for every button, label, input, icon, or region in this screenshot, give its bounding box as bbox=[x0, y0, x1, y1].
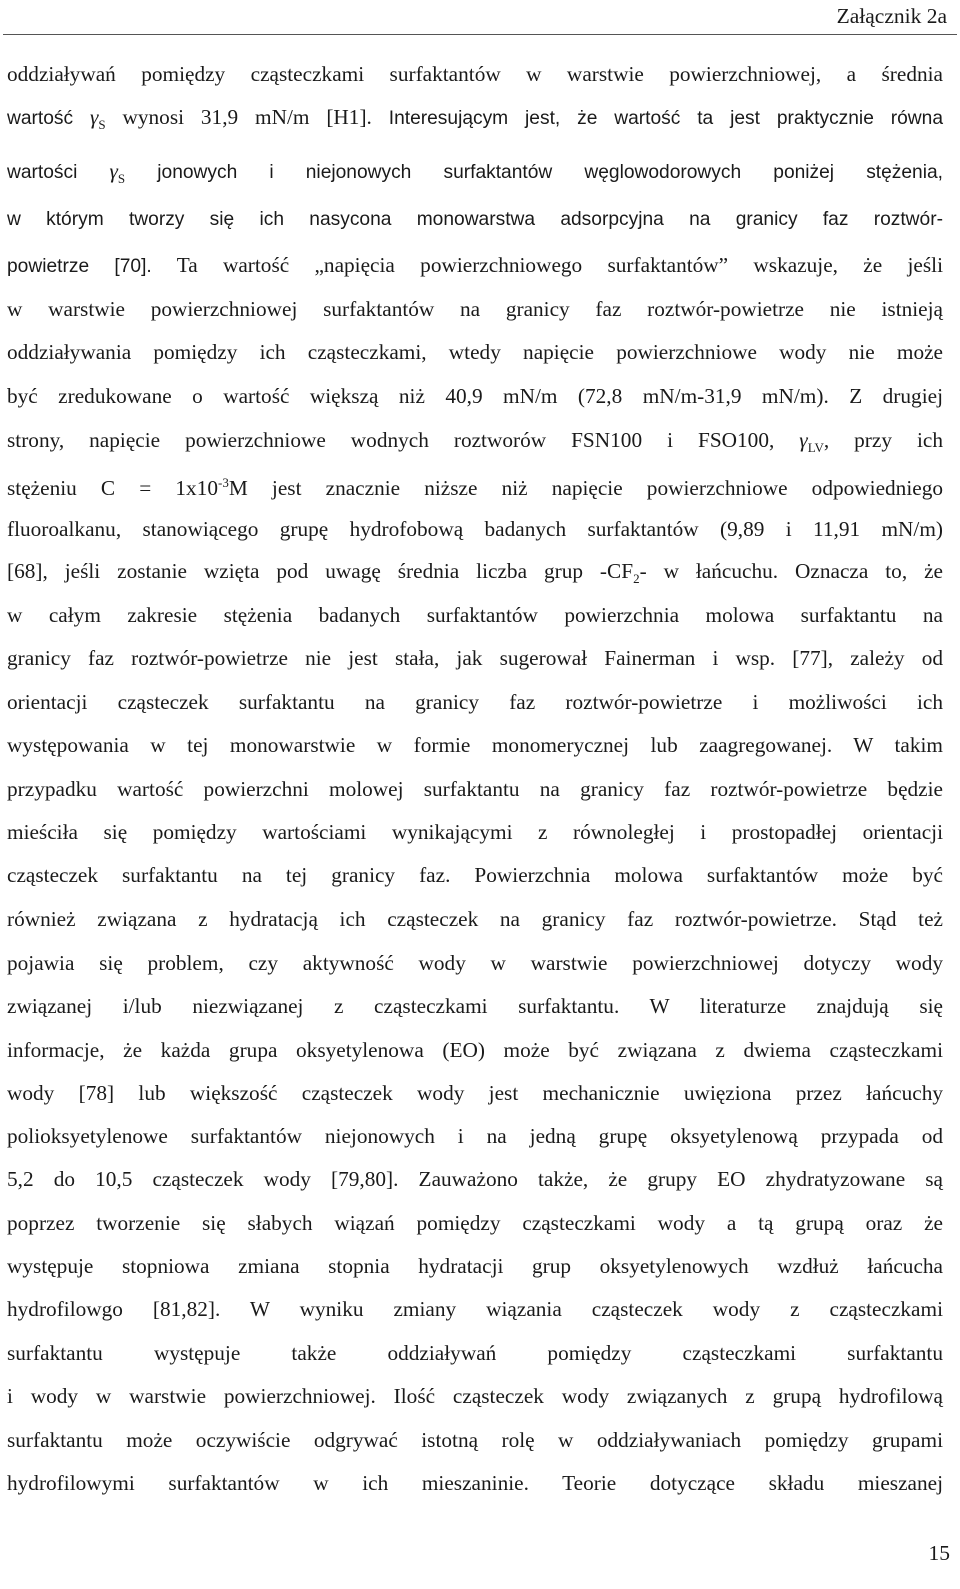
gamma-symbol: γ bbox=[109, 159, 118, 183]
text-line bbox=[7, 102, 943, 132]
text-line bbox=[7, 473, 943, 503]
subscript: S bbox=[98, 117, 106, 132]
text-span: powietrze [70]. bbox=[7, 256, 152, 277]
text-line: cząsteczek surfaktantu na tej granicy faz. Powierzchnia molowa surfaktantów może być bbox=[7, 863, 943, 887]
text-span: M jest znacznie niższe niż napięcie powierzchniowe odpowiedniego bbox=[228, 476, 943, 500]
subscript: LV bbox=[807, 440, 824, 455]
text-span: strony, napięcie powierzchniowe wodnych roztworów FSN100 i FSO100, bbox=[7, 428, 775, 452]
text-line bbox=[7, 425, 943, 455]
text-line: w którym tworzy się ich nasycona monowarstwa adsorpcyjna na granicy faz roztwór- bbox=[7, 209, 943, 230]
text-line: również związana z hydratacją ich cząsteczek na granicy faz roztwór-powietrze. Stąd też bbox=[7, 907, 943, 931]
gamma-symbol: γ bbox=[89, 105, 99, 129]
text-line: w warstwie powierzchniowej surfaktantów na granicy faz roztwór-powietrze nie istnieją bbox=[7, 297, 943, 321]
text-line: surfaktantu może oczywiście odgrywać istotną rolę w oddziaływaniach pomiędzy grupami bbox=[7, 1428, 943, 1452]
subscript: S bbox=[117, 171, 126, 186]
text-line: oddziaływań pomiędzy cząsteczkami surfaktantów w warstwie powierzchniowej, a średnia bbox=[7, 62, 943, 86]
text-line: hydrofilowymi surfaktantów w ich mieszaninie. Teorie dotyczące składu mieszanej bbox=[7, 1471, 943, 1495]
superscript: -3 bbox=[218, 475, 229, 490]
page-header-title: Załącznik 2a bbox=[836, 4, 947, 28]
text-line: polioksyetylenowe surfaktantów niejonowych i na jedną grupę oksyetylenową przypada od bbox=[7, 1124, 943, 1148]
text-span: , przy ich bbox=[823, 428, 943, 452]
page-number: 15 bbox=[928, 1541, 950, 1565]
text-line bbox=[7, 556, 943, 586]
text-span: być zredukowane o wartość większą niż 40,9 mN/m (72,8 mN/m-31,9 mN/m). bbox=[7, 384, 829, 408]
text-line: granicy faz roztwór-powietrze nie jest stała, jak sugerował Fainerman i wsp. [77], zależy od bbox=[7, 646, 943, 670]
text-span: wynosi 31,9 mN/m [H1]. bbox=[122, 105, 372, 129]
text-span: wartość bbox=[7, 108, 74, 129]
text-line: przypadku wartość powierzchni molowej surfaktantu na granicy faz roztwór-powietrze będzie bbox=[7, 777, 943, 801]
text-line: poprzez tworzenie się słabych wiązań pomiędzy cząsteczkami wody a tą grupą oraz że bbox=[7, 1211, 943, 1235]
text-span: jonowych i niejonowych surfaktantów węglowodorowych poniżej stężenia, bbox=[157, 162, 943, 183]
text-line: i wody w warstwie powierzchniowej. Ilość cząsteczek wody związanych z grupą hydrofilową bbox=[7, 1384, 943, 1408]
text-line: fluoroalkanu, stanowiącego grupę hydrofobową badanych surfaktantów (9,89 i 11,91 mN/m) bbox=[7, 517, 943, 541]
text-line: występuje stopniowa zmiana stopnia hydratacji grup oksyetylenowych wzdłuż łańcucha bbox=[7, 1254, 943, 1278]
text-line: mieściła się pomiędzy wartościami wynikającymi z równoległej i prostopadłej orientacji bbox=[7, 820, 943, 844]
text-line: w całym zakresie stężenia badanych surfaktantów powierzchnia molowa surfaktantu na bbox=[7, 603, 943, 627]
gamma-symbol: γ bbox=[799, 428, 808, 452]
text-line: pojawia się problem, czy aktywność wody w warstwie powierzchniowej dotyczy wody bbox=[7, 951, 943, 975]
text-line: orientacji cząsteczek surfaktantu na granicy faz roztwór-powietrze i możliwości ich bbox=[7, 690, 943, 714]
text-line: surfaktantu występuje także oddziaływań pomiędzy cząsteczkami surfaktantu bbox=[7, 1341, 943, 1365]
text-line: hydrofilowgo [81,82]. W wyniku zmiany wiązania cząsteczek wody z cząsteczkami bbox=[7, 1297, 943, 1321]
text-span: stężeniu C = 1x10 bbox=[7, 476, 218, 500]
text-line: oddziaływania pomiędzy ich cząsteczkami, wtedy napięcie powierzchniowe wody nie może bbox=[7, 340, 943, 364]
text-line bbox=[7, 250, 943, 280]
header-divider bbox=[3, 34, 957, 35]
text-span: Interesującym jest, że wartość ta jest praktycznie równa bbox=[388, 108, 943, 129]
text-span: Oznacza to, że bbox=[795, 559, 943, 583]
text-line bbox=[7, 381, 943, 411]
text-line: związanej i/lub niezwiązanej z cząsteczkami surfaktantu. W literaturze znajdują się bbox=[7, 994, 943, 1018]
text-line: 5,2 do 10,5 cząsteczek wody [79,80]. Zauważono także, że grupy EO zhydratyzowane są bbox=[7, 1167, 943, 1191]
text-span: Z drugiej bbox=[849, 384, 943, 408]
text-line: wody [78] lub większość cząsteczek wody jest mechanicznie uwięziona przez łańcuchy bbox=[7, 1081, 943, 1105]
text-line: informacje, że każda grupa oksyetylenowa (EO) może być związana z dwiema cząsteczkami bbox=[7, 1038, 943, 1062]
text-span: wartości bbox=[7, 162, 78, 183]
subscript: 2 bbox=[633, 571, 640, 586]
text-line: występowania w tej monowarstwie w formie monomerycznej lub zaagregowanej. W takim bbox=[7, 733, 943, 757]
text-line bbox=[7, 156, 943, 186]
text-span: - w łańcuchu. bbox=[639, 559, 779, 583]
text-span: [68], jeśli zostanie wzięta pod uwagę średnia liczba grup -CF bbox=[7, 559, 634, 583]
text-span: Ta wartość „napięcia powierzchniowego surfaktantów” wskazuje, że jeśli bbox=[176, 253, 943, 277]
